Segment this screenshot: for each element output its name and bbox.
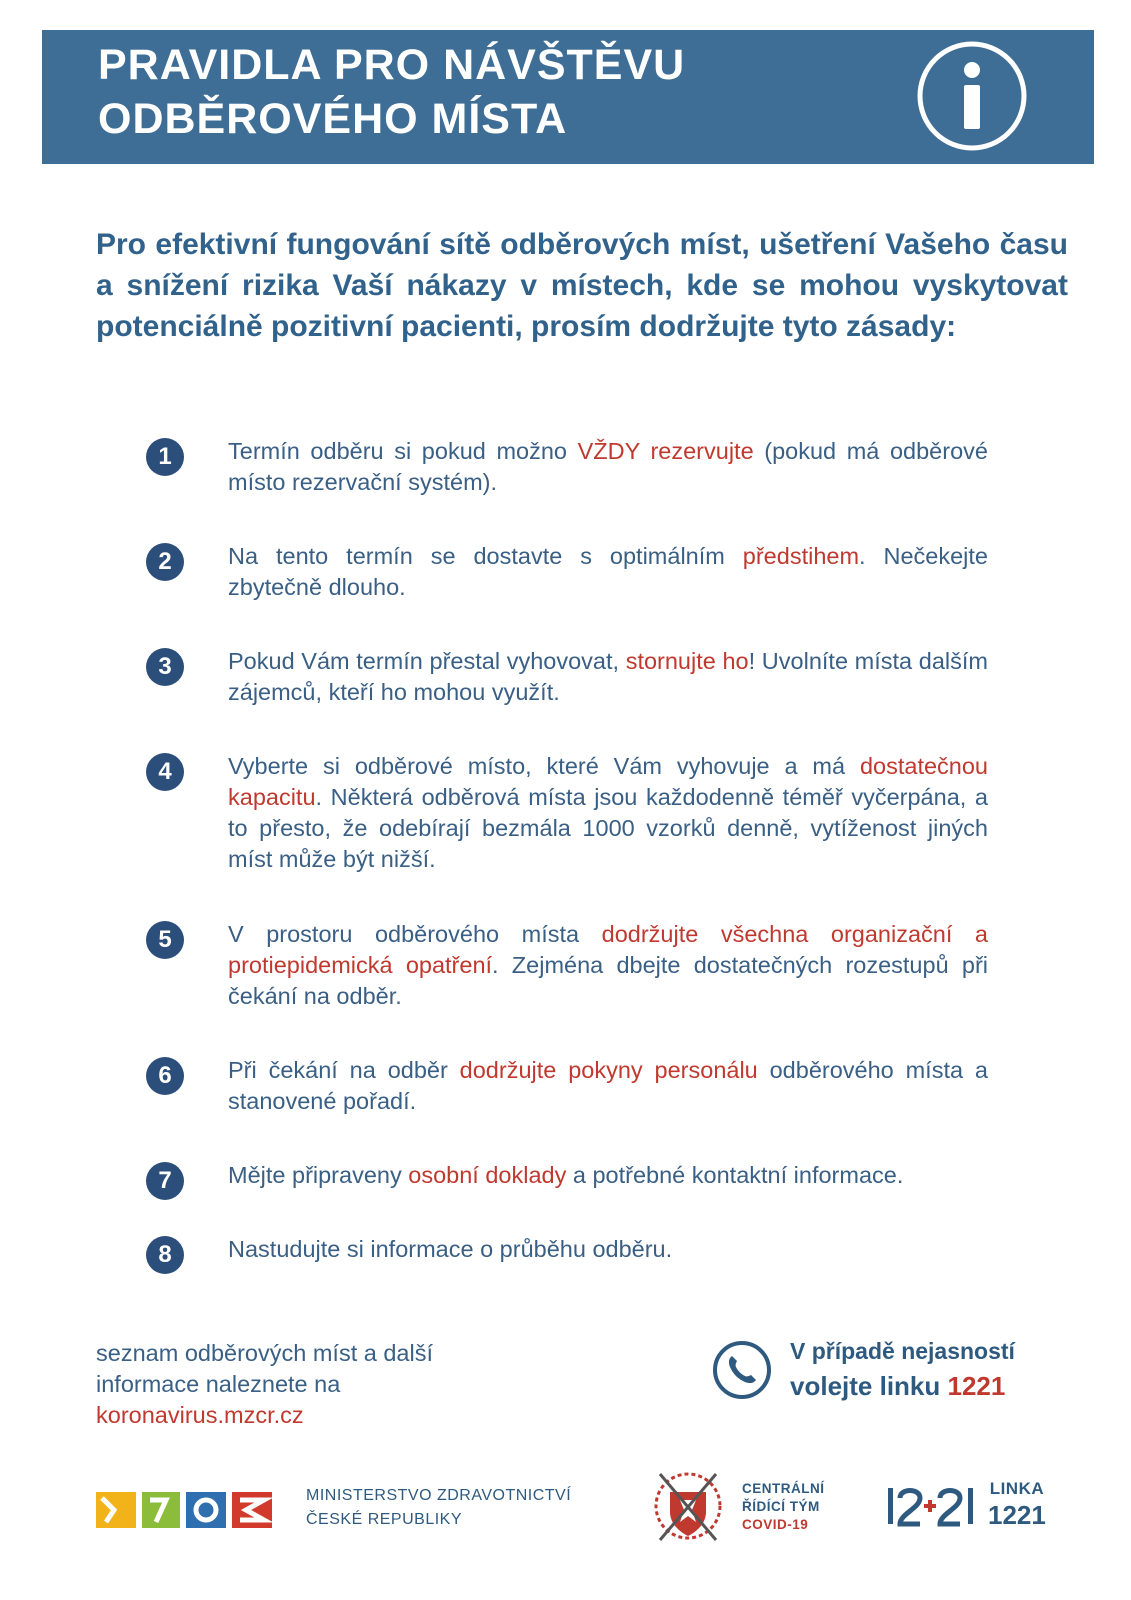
czech-crest-icon [652,1466,724,1546]
footer-info [96,1338,516,1431]
website-link[interactable]: koronavirus.mzcr.cz [96,1402,304,1428]
help-line-1: V případě nejasností [790,1338,1015,1364]
crt-name [742,1480,825,1534]
linka-word: LINKA [989,1479,1045,1498]
rule-text-segment: (pokud má odběrové místo rezervační systém). [228,438,988,495]
crt-line-3: COVID-19 [742,1517,809,1532]
rule-text-segment: Mějte připraveny [228,1162,409,1188]
rule-highlight: dodržujte pokyny personálu [459,1057,758,1083]
header-banner [42,30,1094,164]
page-title [98,38,685,146]
ministry-logo-icon [96,1488,272,1532]
title-line-2: ODBĚROVÉHO MÍSTA [98,95,568,143]
info-icon [916,40,1028,152]
rule-number-badge: 5 [146,921,184,959]
rule-text-segment: V prostoru odběrového místa [228,921,602,947]
rule-highlight: VŽDY rezervujte [577,438,754,464]
crt-line-1: CENTRÁLNÍ [742,1481,825,1496]
rule-number-badge: 7 [146,1162,184,1200]
help-text [790,1334,1060,1404]
rule-number-badge: 8 [146,1236,184,1274]
linka-logo-icon [886,1480,976,1532]
rule-text [228,1234,988,1265]
rule-text-segment: . Některá odběrová místa jsou každodenně téměř vyčerpána, a to přesto, že odebírají bezmála 1000 vzorků denně, vytíženost jiných míst může být nižší. [228,784,988,872]
help-line-2-text: volejte linku [790,1371,941,1401]
rule-text [228,436,988,498]
footer-info-line-2: informace naleznete na [96,1371,341,1397]
rule-text-segment: Na tento termín se dostavte s optimálním [228,543,743,569]
rule-text-segment: Vyberte si odběrové místo, které Vám vyhovuje a má [228,753,860,779]
rule-text [228,919,988,1012]
rule-text [228,541,988,603]
rule-text-segment: Pokud Vám termín přestal vyhovovat, [228,648,626,674]
help-line-2 [790,1369,1060,1404]
footer-info-line-1: seznam odběrových míst a další [96,1340,433,1366]
rule-text-segment: Termín odběru si pokud možno [228,438,578,464]
rule-highlight: stornujte ho [625,648,749,674]
rule-text-segment: . Nečekejte zbytečně dlouho. [228,543,988,600]
rule-number-badge: 4 [146,753,184,791]
rule-text-segment: a potřebné kontaktní informace. [566,1162,904,1188]
rule-number-badge: 3 [146,648,184,686]
rule-text-segment: Nastudujte si informace o průběhu odběru. [228,1236,673,1262]
ministry-line-1: MINISTERSTVO ZDRAVOTNICTVÍ [306,1487,572,1504]
rule-highlight: předstihem [742,543,860,569]
rule-highlight: dodržujte všechna organizační a protiepidemická opatření [228,921,988,978]
rule-text-segment: Při čekání na odběr [228,1057,460,1083]
rule-text [228,646,988,708]
rule-text [228,1055,988,1117]
help-phone-number[interactable]: 1221 [947,1371,1006,1401]
crt-line-2: ŘÍDÍCÍ TÝM [742,1499,820,1514]
intro-text: Pro efektivní fungování sítě odběrových míst, ušetření Vašeho času a snížení rizika Vaší nákazy v místech, kde se mohou vyskytovat potenciálně pozitivní pacienti, prosím dodržujte tyto zásady: [96,228,1068,343]
linka-number: 1221 [988,1500,1046,1530]
rule-text [228,751,988,875]
rule-text-segment: odběrového místa a stanovené pořadí. [228,1057,988,1114]
logo-strip [0,1462,1131,1562]
rule-number-badge: 1 [146,438,184,476]
rule-text [228,1160,988,1191]
rule-text-segment: . Zejména dbejte dostatečných rozestupů při čekání na odběr. [228,952,988,1009]
ministry-name [306,1484,571,1532]
rule-number-badge: 6 [146,1057,184,1095]
rule-highlight: dostatečnou kapacitu [228,753,988,810]
rule-highlight: osobní doklady [408,1162,567,1188]
linka-label [988,1478,1046,1530]
rule-text-segment: ! Uvolníte místa dalším zájemců, kteří ho mohou využít. [228,648,988,705]
phone-icon [712,1340,772,1400]
ministry-line-2: ČESKÉ REPUBLIKY [306,1511,462,1528]
title-line-1: PRAVIDLA PRO NÁVŠTĚVU [98,41,686,89]
rule-number-badge: 2 [146,543,184,581]
